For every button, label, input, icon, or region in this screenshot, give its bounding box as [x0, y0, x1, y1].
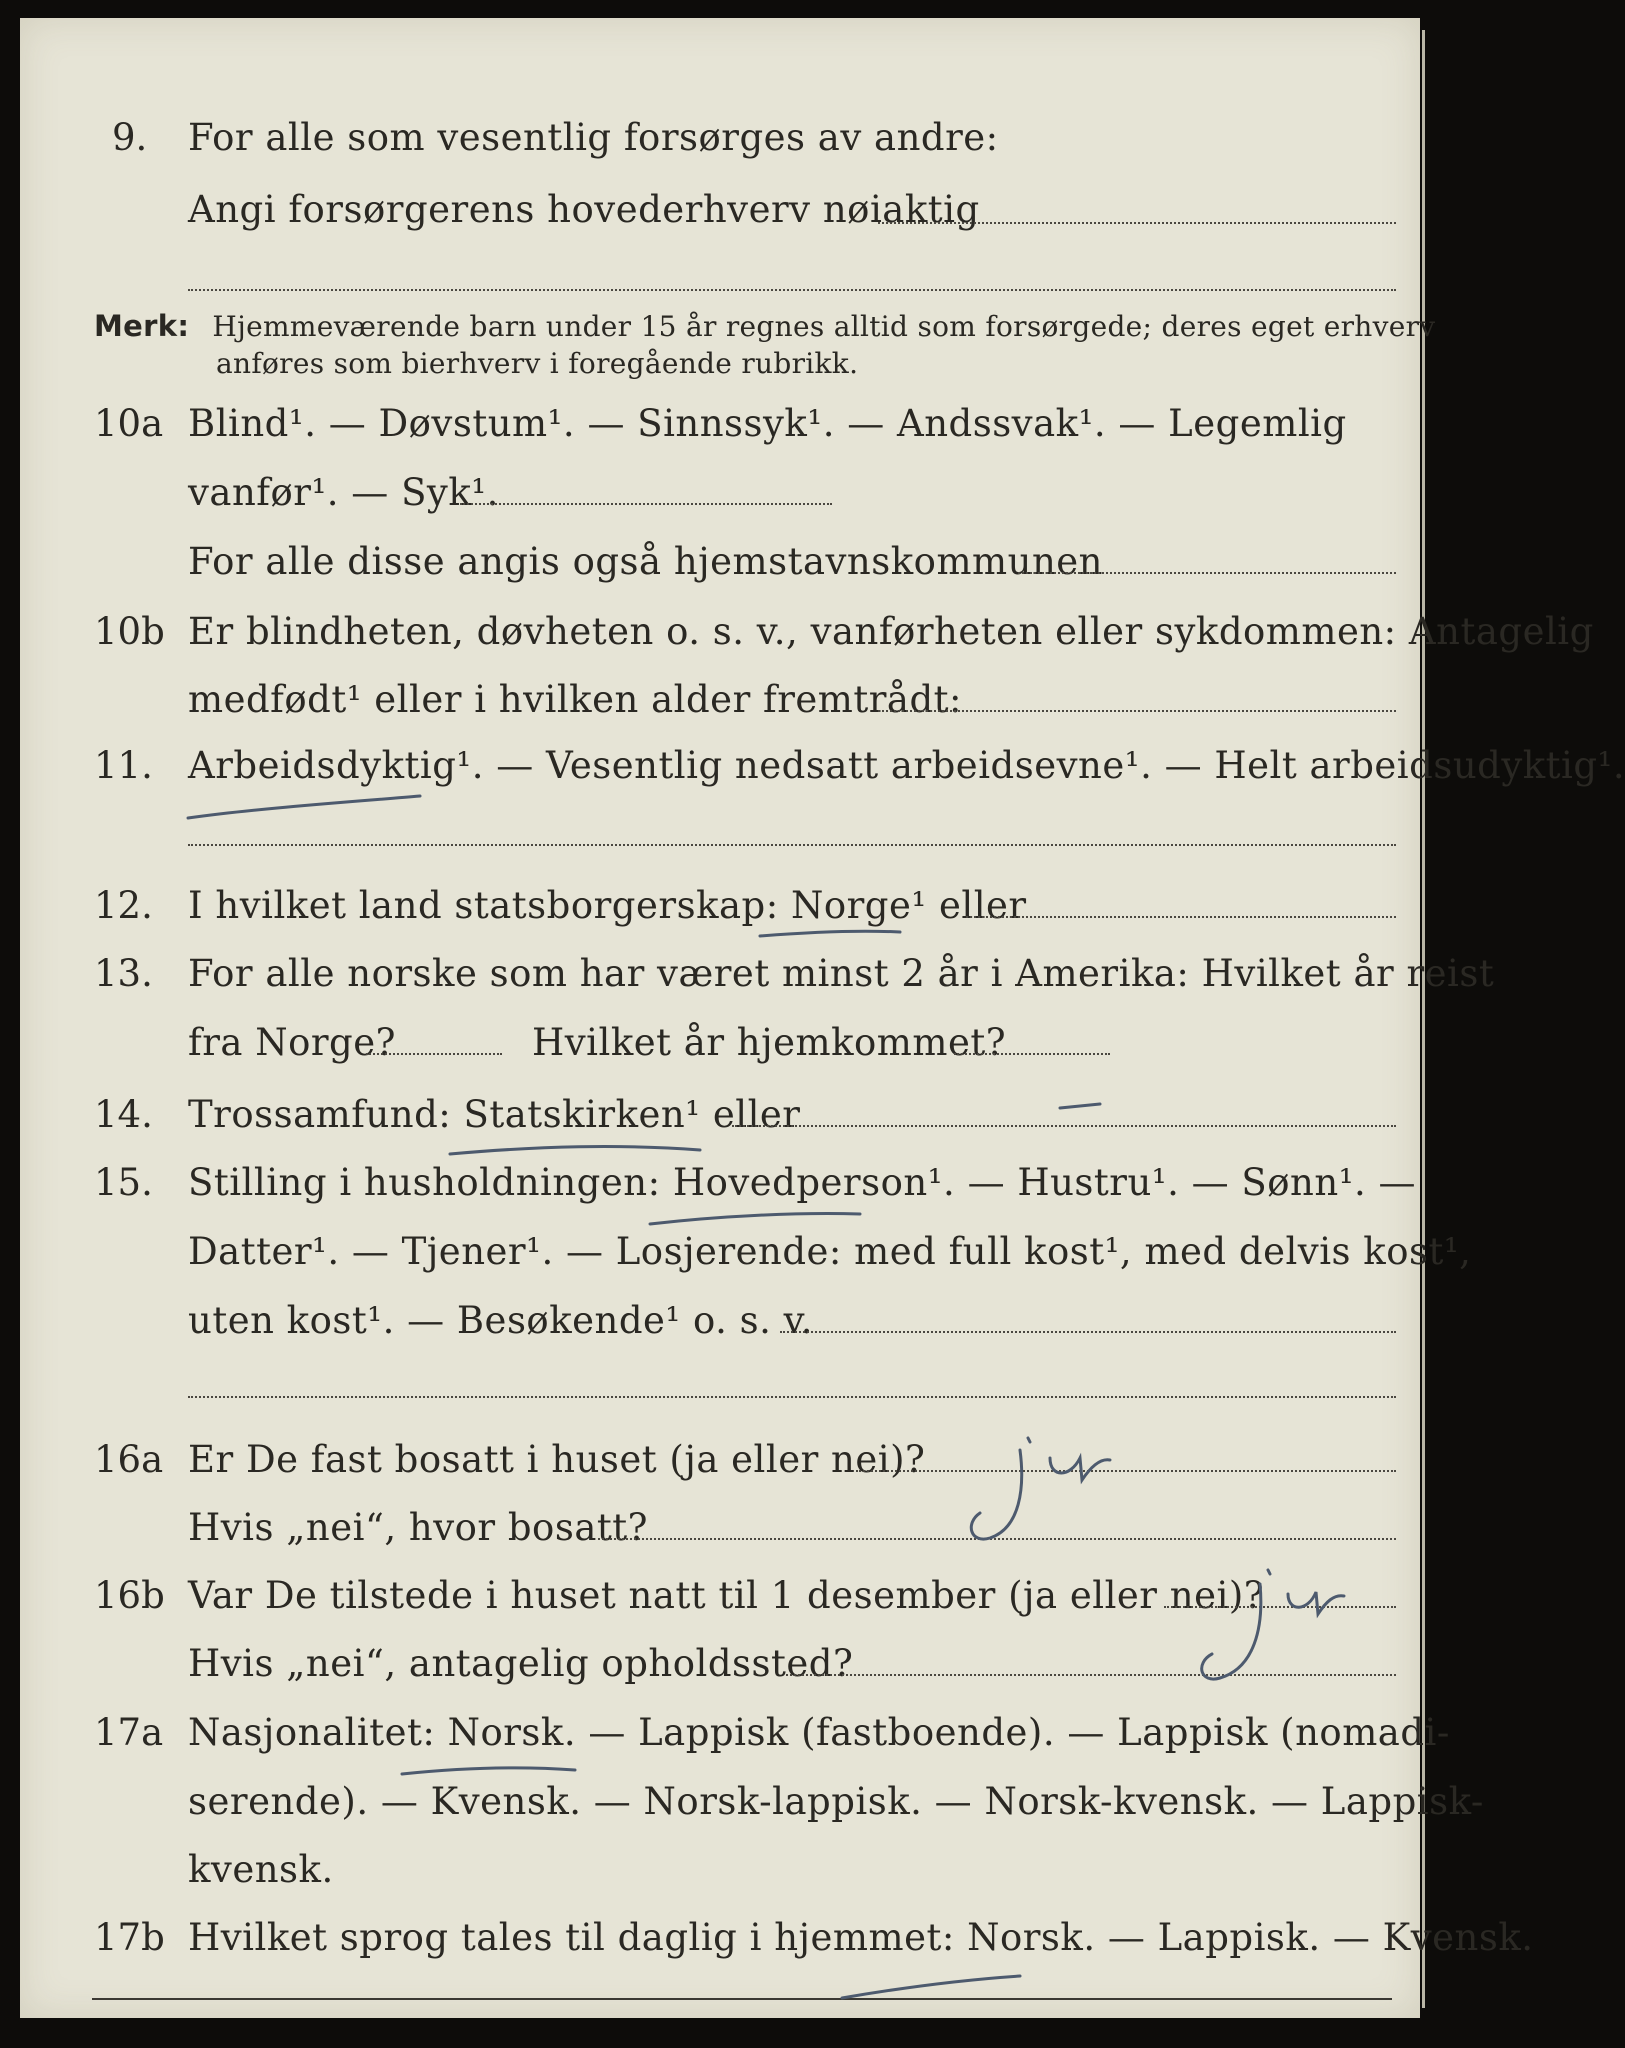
q10a-line3: For alle disse angis også hjemstavnskommunen — [188, 540, 1104, 583]
q10a-line1: Blind¹. — Døvstum¹. — Sinnssyk¹. — Andssvak¹. — Legemlig — [188, 402, 1347, 445]
q11-line1: Arbeidsdyktig¹. — Vesentlig nedsatt arbeidsevne¹. — Helt arbeidsudyktig¹. — [188, 744, 1625, 787]
q16a-bosatt-line[interactable] — [598, 1538, 1396, 1540]
q15-line1: Stilling i husholdningen: Hovedperson¹. — Hustru¹. — Sønn¹. — — [188, 1161, 1417, 1204]
q9-answer-line[interactable] — [878, 222, 1396, 224]
q17a-line2: serende). — Kvensk. — Norsk-lappisk. — Norsk-kvensk. — Lappisk- — [188, 1780, 1484, 1823]
q9-line2: Angi forsørgerens hovederhverv nøiaktig — [188, 188, 980, 231]
merk-label: Merk: — [94, 309, 190, 343]
question-number-14: 14. — [94, 1093, 153, 1136]
q17b-line1: Hvilket sprog tales til daglig i hjemmet: Norsk. — Lappisk. — Kvensk. — [188, 1916, 1534, 1959]
question-number-12: 12. — [94, 884, 153, 927]
q15-answer-line[interactable] — [780, 1331, 1396, 1333]
question-number-16a: 16a — [94, 1438, 164, 1481]
question-number-16b: 16b — [94, 1574, 165, 1617]
question-number-13: 13. — [94, 952, 153, 995]
question-number-10a: 10a — [94, 402, 164, 445]
q12-answer-line[interactable] — [966, 916, 1396, 918]
question-number-17a: 17a — [94, 1711, 164, 1754]
q10b-answer-line[interactable] — [878, 710, 1396, 712]
q10a-line2: vanfør¹. — Syk¹. — [188, 471, 499, 514]
q13-line1: For alle norske som har været minst 2 år i Amerika: Hvilket år reist — [188, 952, 1495, 995]
q15-line3: uten kost¹. — Besøkende¹ o. s. v. — [188, 1299, 813, 1342]
q16b-answer-line[interactable] — [1164, 1606, 1396, 1608]
question-number-11: 11. — [94, 744, 153, 787]
underline-arbeidsdyktig — [188, 796, 420, 818]
q15-answer-line-2[interactable] — [188, 1396, 1396, 1398]
q13-line2a: fra Norge? — [188, 1021, 396, 1064]
q16a-line1: Er De fast bosatt i huset (ja eller nei)? — [188, 1438, 926, 1481]
underline-norsk-17a — [402, 1768, 575, 1774]
handwritten-ja-16a — [971, 1438, 1110, 1539]
q13-hjemkommet-line[interactable] — [954, 1053, 1110, 1055]
q16b-line1: Var De tilstede i huset natt til 1 desember (ja eller nei)? — [188, 1574, 1265, 1617]
q17a-line3: kvensk. — [188, 1848, 334, 1891]
underline-norsk-17b — [842, 1976, 1020, 1998]
q14-answer-line[interactable] — [732, 1125, 1396, 1127]
q16a-line2: Hvis „nei“, hvor bosatt? — [188, 1506, 648, 1549]
bottom-rule — [92, 1998, 1392, 2000]
census-form-page — [20, 18, 1625, 2018]
q16b-line2: Hvis „nei“, antagelig opholdssted? — [188, 1642, 854, 1685]
mark-14-dash — [1060, 1104, 1100, 1108]
q14-line1: Trossamfund: Statskirken¹ eller — [188, 1093, 801, 1136]
q10b-line2: medfødt¹ eller i hvilken alder fremtrådt: — [188, 678, 963, 721]
q17a-line1: Nasjonalitet: Norsk. — Lappisk (fastboende). — Lappisk (nomadi- — [188, 1711, 1450, 1754]
underline-norge — [760, 931, 900, 936]
question-number-10b: 10b — [94, 610, 165, 653]
q13-reist-line[interactable] — [366, 1053, 502, 1055]
underline-statskirken — [450, 1147, 700, 1154]
q13-line2b: Hvilket år hjemkommet? — [532, 1021, 1007, 1064]
q10b-line1: Er blindheten, døvheten o. s. v., vanførheten eller sykdommen: Antagelig — [188, 610, 1594, 653]
q10a-answer-line[interactable] — [460, 503, 832, 505]
q16b-opholdssted-line[interactable] — [786, 1674, 1396, 1676]
underline-hovedperson — [650, 1213, 860, 1224]
q9-answer-line-2[interactable] — [188, 289, 1396, 291]
merk-note — [94, 308, 1435, 345]
merk-line2: anføres som bierhverv i foregående rubrikk. — [216, 347, 859, 380]
q16a-answer-line[interactable] — [856, 1470, 1396, 1472]
question-number-17b: 17b — [94, 1916, 165, 1959]
q15-line2: Datter¹. — Tjener¹. — Losjerende: med full kost¹, med delvis kost¹, — [188, 1230, 1472, 1273]
q10a-kommune-line[interactable] — [1018, 572, 1396, 574]
question-number-15: 15. — [94, 1161, 153, 1204]
q12-line1: I hvilket land statsborgerskap: Norge¹ eller — [188, 884, 1027, 927]
merk-line1: Hjemmeværende barn under 15 år regnes alltid som forsørgede; deres eget erhverv — [212, 310, 1436, 343]
q9-line1: For alle som vesentlig forsørges av andre: — [188, 116, 999, 159]
q11-answer-line[interactable] — [188, 844, 1396, 846]
question-number-9: 9. — [112, 116, 148, 159]
